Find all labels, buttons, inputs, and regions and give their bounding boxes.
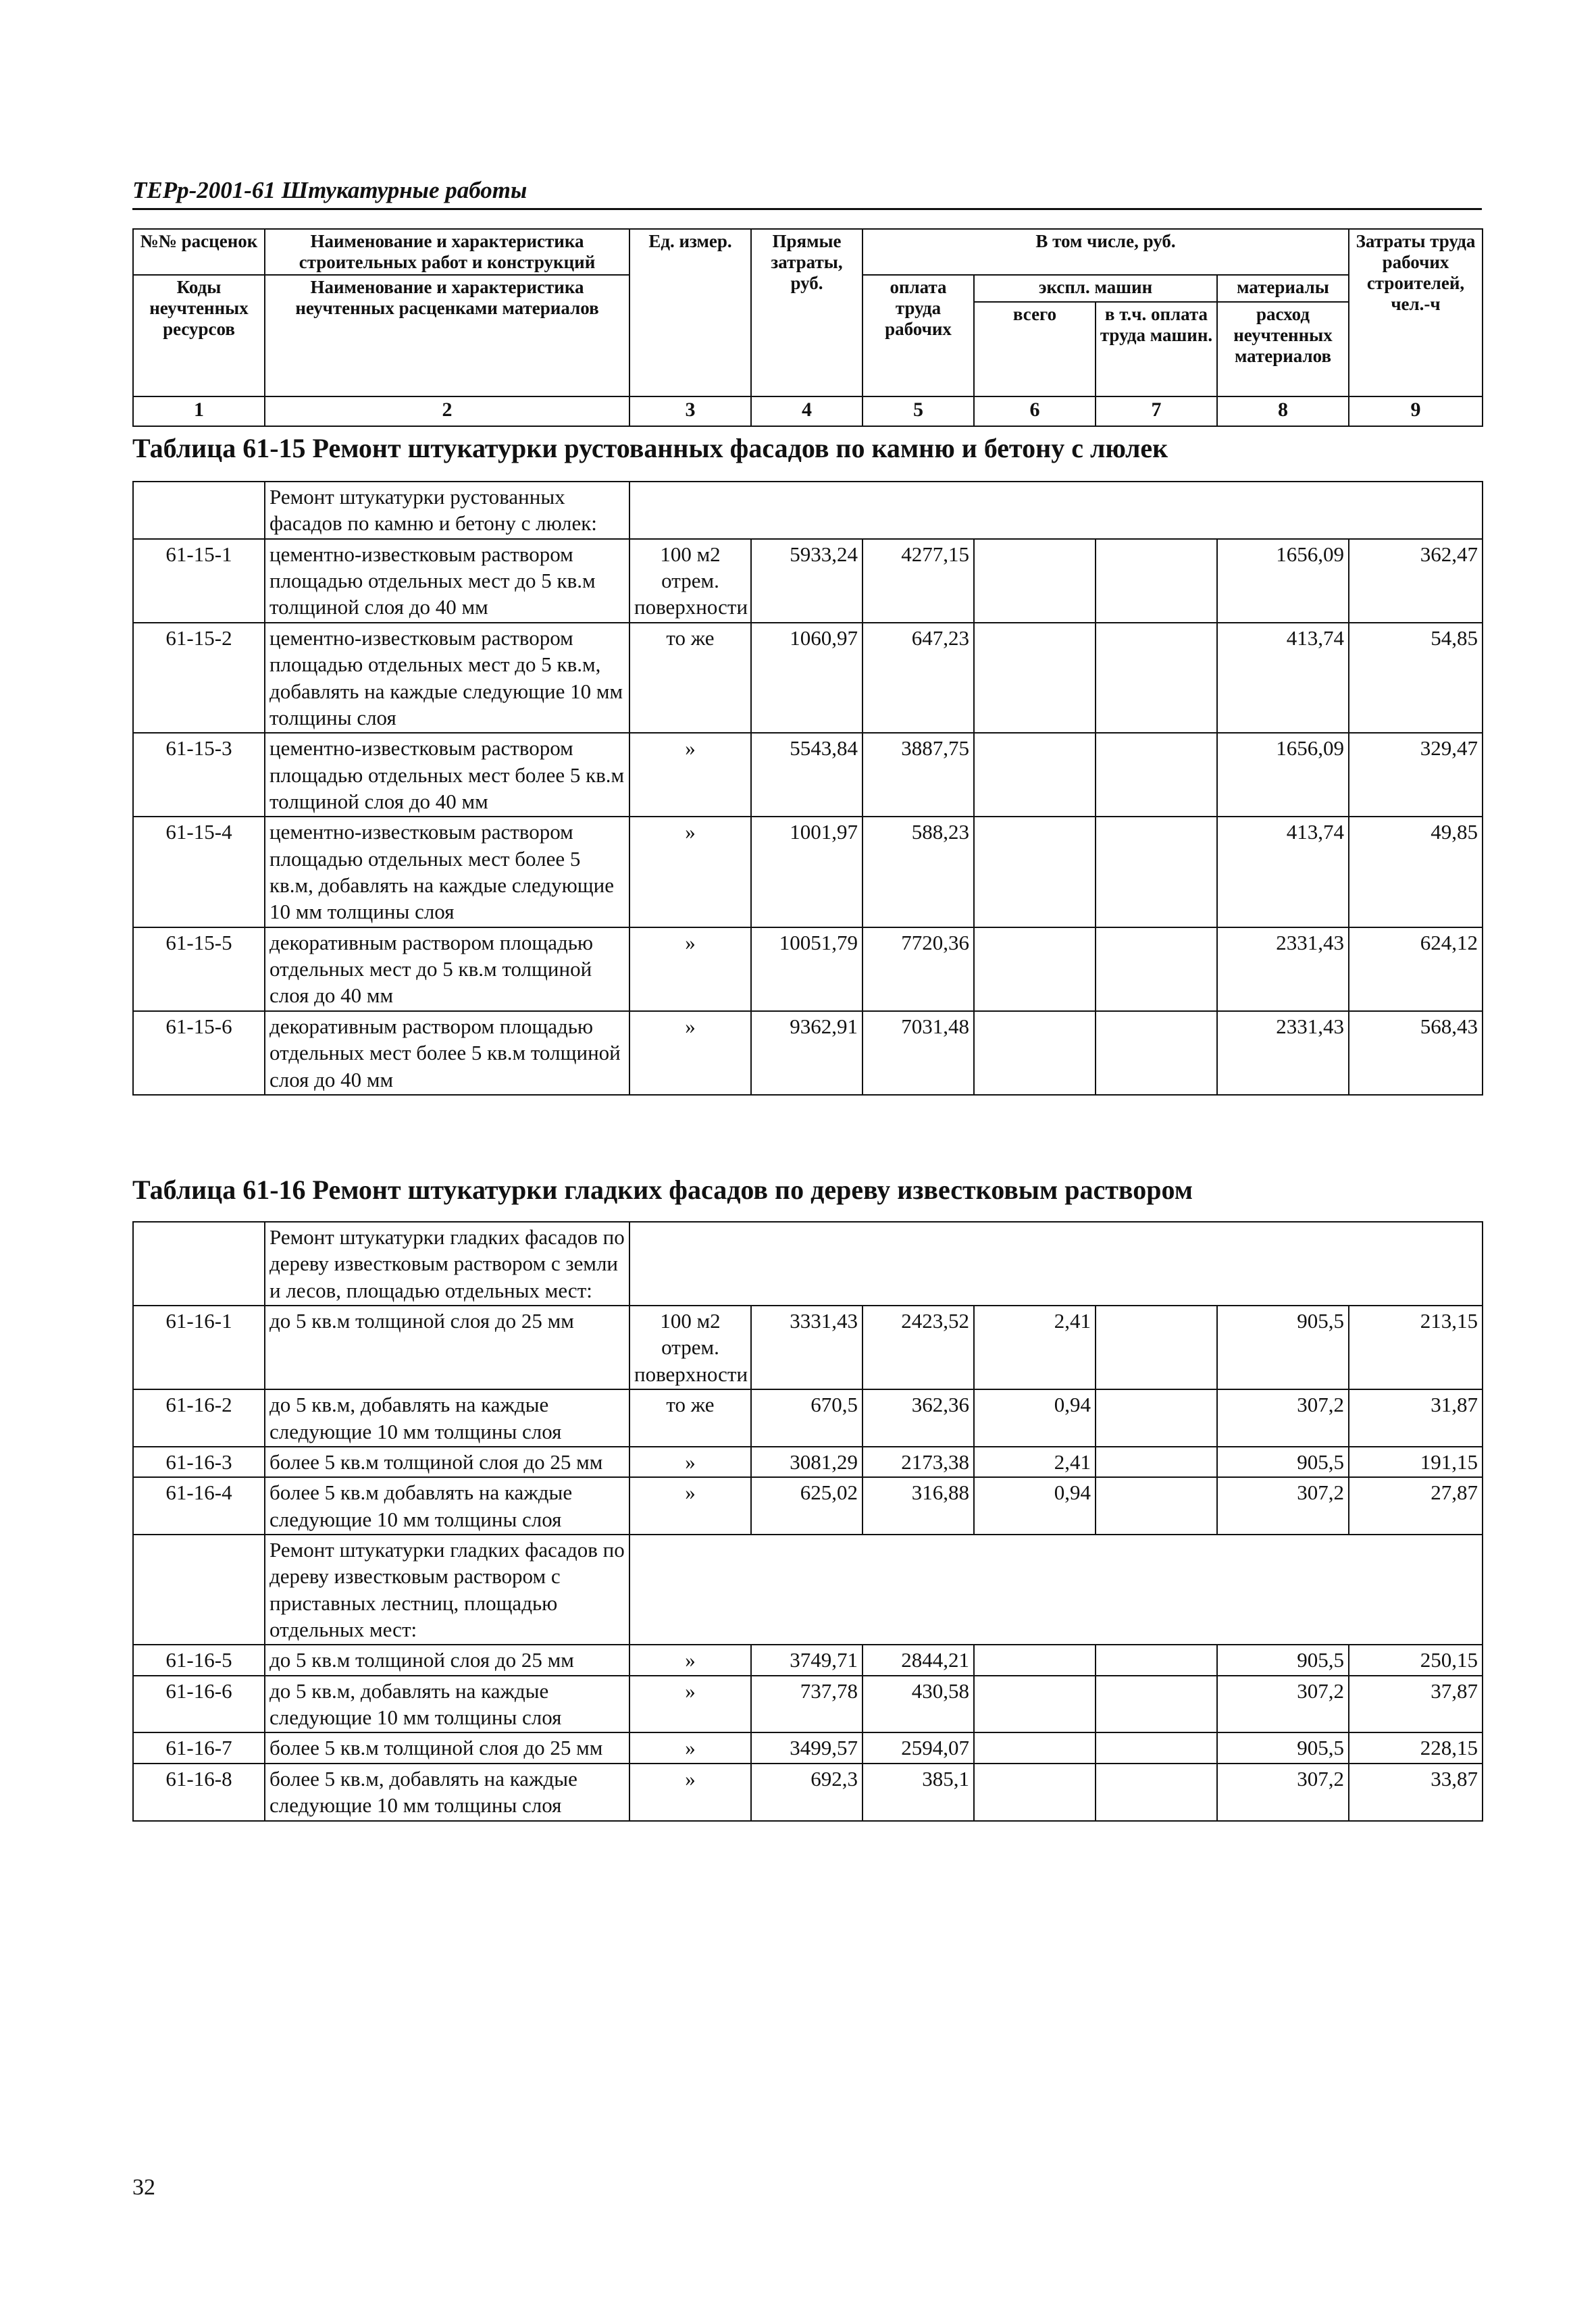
- materials: 905,5: [1217, 1447, 1349, 1477]
- header-num-2: 2: [265, 396, 629, 426]
- machine-total: [974, 733, 1096, 817]
- rate-code: 61-16-7: [133, 1732, 265, 1763]
- work-description: до 5 кв.м, добавлять на каждые следующие 10 мм толщины слоя: [265, 1389, 629, 1447]
- table-row: [133, 1447, 1483, 1477]
- group-code-cell: [133, 482, 265, 539]
- header-material-name: Наименование и характеристика неучтенных расценками материалов: [265, 275, 629, 396]
- materials: 905,5: [1217, 1306, 1349, 1389]
- rate-code: 61-16-3: [133, 1447, 265, 1477]
- header-num-8: 8: [1217, 396, 1349, 426]
- header-materials-group: материалы: [1217, 275, 1349, 302]
- machine-total: 2,41: [974, 1306, 1096, 1389]
- table-row: [133, 1676, 1483, 1733]
- direct-costs: 737,78: [751, 1676, 863, 1733]
- table-row: [133, 1477, 1483, 1535]
- table-row: [133, 927, 1483, 1011]
- group-code-cell: [133, 1535, 265, 1645]
- machine-total: [974, 1732, 1096, 1763]
- unit: 100 м2 отрем. поверхности: [629, 1306, 751, 1389]
- machine-pay: [1096, 1389, 1217, 1447]
- header-rate-number: №№ расценок: [133, 229, 265, 275]
- labor-costs: 49,85: [1349, 817, 1483, 927]
- direct-costs: 3749,71: [751, 1645, 863, 1675]
- work-description: декоративным раствором площадью отдельных мест до 5 кв.м толщиной слоя до 40 мм: [265, 927, 629, 1011]
- worker-pay: 588,23: [863, 817, 974, 927]
- header-num-1: 1: [133, 396, 265, 426]
- labor-costs: 568,43: [1349, 1011, 1483, 1095]
- worker-pay: 2173,38: [863, 1447, 974, 1477]
- table-61-15-title: Таблица 61-15 Ремонт штукатурки рустованных фасадов по камню и бетону с люлек: [132, 433, 1168, 463]
- labor-costs: 31,87: [1349, 1389, 1483, 1447]
- work-description: более 5 кв.м, добавлять на каждые следующие 10 мм толщины слоя: [265, 1764, 629, 1821]
- header-machine-total: всего: [974, 302, 1096, 396]
- labor-costs: 329,47: [1349, 733, 1483, 817]
- table-61-16-title: Таблица 61-16 Ремонт штукатурки гладких фасадов по дереву известковым раствором: [132, 1175, 1193, 1205]
- worker-pay: 7720,36: [863, 927, 974, 1011]
- labor-costs: 54,85: [1349, 623, 1483, 733]
- group-empty-cell: [629, 482, 1483, 539]
- direct-costs: 625,02: [751, 1477, 863, 1535]
- column-header-table: [132, 228, 1483, 427]
- worker-pay: 3887,75: [863, 733, 974, 817]
- header-worker-pay: оплата труда рабочих: [863, 275, 974, 396]
- table-row: [133, 1011, 1483, 1095]
- materials: 307,2: [1217, 1764, 1349, 1821]
- worker-pay: 2844,21: [863, 1645, 974, 1675]
- direct-costs: 3499,57: [751, 1732, 863, 1763]
- table-row: [133, 1306, 1483, 1389]
- unit: »: [629, 1676, 751, 1733]
- group-heading-row: [133, 482, 1483, 539]
- rate-code: 61-16-5: [133, 1645, 265, 1675]
- machine-total: 0,94: [974, 1389, 1096, 1447]
- unit: 100 м2 отрем. поверхности: [629, 539, 751, 623]
- labor-costs: 624,12: [1349, 927, 1483, 1011]
- group-heading-row: [133, 1535, 1483, 1645]
- table-61-16: [132, 1221, 1483, 1822]
- worker-pay: 647,23: [863, 623, 974, 733]
- work-description: более 5 кв.м толщиной слоя до 25 мм: [265, 1732, 629, 1763]
- worker-pay: 362,36: [863, 1389, 974, 1447]
- work-description: цементно-известковым раствором площадью отдельных мест до 5 кв.м, добавлять на каждые следующие 10 мм толщины слоя: [265, 623, 629, 733]
- direct-costs: 1060,97: [751, 623, 863, 733]
- table-row: [133, 733, 1483, 817]
- direct-costs: 9362,91: [751, 1011, 863, 1095]
- materials: 905,5: [1217, 1645, 1349, 1675]
- materials: 413,74: [1217, 817, 1349, 927]
- rate-code: 61-15-1: [133, 539, 265, 623]
- rate-code: 61-16-8: [133, 1764, 265, 1821]
- header-machine-pay: в т.ч. оплата труда машин.: [1096, 302, 1217, 396]
- header-num-6: 6: [974, 396, 1096, 426]
- rate-code: 61-15-4: [133, 817, 265, 927]
- table-row: [133, 623, 1483, 733]
- unit: то же: [629, 1389, 751, 1447]
- header-labor-costs: Затраты труда рабочих строителей, чел.-ч: [1349, 229, 1483, 396]
- unit: »: [629, 1732, 751, 1763]
- header-material-usage: расход неучтенных материалов: [1217, 302, 1349, 396]
- machine-total: [974, 1676, 1096, 1733]
- rate-code: 61-15-5: [133, 927, 265, 1011]
- header-num-4: 4: [751, 396, 863, 426]
- labor-costs: 362,47: [1349, 539, 1483, 623]
- machine-pay: [1096, 1447, 1217, 1477]
- materials: 1656,09: [1217, 733, 1349, 817]
- machine-total: 0,94: [974, 1477, 1096, 1535]
- worker-pay: 2594,07: [863, 1732, 974, 1763]
- table-row: [133, 1389, 1483, 1447]
- machine-total: 2,41: [974, 1447, 1096, 1477]
- group-code-cell: [133, 1222, 265, 1306]
- machine-total: [974, 1645, 1096, 1675]
- unit: »: [629, 1645, 751, 1675]
- work-description: цементно-известковым раствором площадью отдельных мест более 5 кв.м толщиной слоя до 40 мм: [265, 733, 629, 817]
- group-heading-row: [133, 1222, 1483, 1306]
- group-heading: Ремонт штукатурки гладких фасадов по дереву известковым раствором с приставных лестниц, площадью отдельных мест:: [265, 1535, 629, 1645]
- rate-code: 61-16-4: [133, 1477, 265, 1535]
- work-description: цементно-известковым раствором площадью отдельных мест более 5 кв.м, добавлять на каждые следующие 10 мм толщины слоя: [265, 817, 629, 927]
- worker-pay: 7031,48: [863, 1011, 974, 1095]
- work-description: декоративным раствором площадью отдельных мест более 5 кв.м толщиной слоя до 40 мм: [265, 1011, 629, 1095]
- machine-total: [974, 817, 1096, 927]
- rate-code: 61-15-6: [133, 1011, 265, 1095]
- machine-pay: [1096, 1306, 1217, 1389]
- table-row: [133, 539, 1483, 623]
- header-machine-group: экспл. машин: [974, 275, 1217, 302]
- rate-code: 61-15-3: [133, 733, 265, 817]
- machine-pay: [1096, 733, 1217, 817]
- direct-costs: 10051,79: [751, 927, 863, 1011]
- header-direct-costs: Прямые затраты, руб.: [751, 229, 863, 396]
- header-num-5: 5: [863, 396, 974, 426]
- machine-total: [974, 623, 1096, 733]
- materials: 1656,09: [1217, 539, 1349, 623]
- unit: »: [629, 927, 751, 1011]
- machine-pay: [1096, 539, 1217, 623]
- work-description: более 5 кв.м толщиной слоя до 25 мм: [265, 1447, 629, 1477]
- rate-code: 61-16-1: [133, 1306, 265, 1389]
- materials: 905,5: [1217, 1732, 1349, 1763]
- machine-pay: [1096, 1645, 1217, 1675]
- header-work-name: Наименование и характеристика строительных работ и конструкций: [265, 229, 629, 275]
- table-row: [133, 817, 1483, 927]
- unit: »: [629, 817, 751, 927]
- direct-costs: 5543,84: [751, 733, 863, 817]
- work-description: до 5 кв.м толщиной слоя до 25 мм: [265, 1645, 629, 1675]
- labor-costs: 191,15: [1349, 1447, 1483, 1477]
- labor-costs: 213,15: [1349, 1306, 1483, 1389]
- machine-pay: [1096, 1764, 1217, 1821]
- table-row: [133, 1764, 1483, 1821]
- materials: 307,2: [1217, 1676, 1349, 1733]
- header-num-7: 7: [1096, 396, 1217, 426]
- materials: 2331,43: [1217, 927, 1349, 1011]
- table-row: [133, 1732, 1483, 1763]
- page-number: 32: [132, 2175, 155, 2200]
- group-heading: Ремонт штукатурки гладких фасадов по дереву известковым раствором с земли и лесов, площадью отдельных мест:: [265, 1222, 629, 1306]
- labor-costs: 33,87: [1349, 1764, 1483, 1821]
- materials: 307,2: [1217, 1477, 1349, 1535]
- unit: то же: [629, 623, 751, 733]
- machine-total: [974, 1764, 1096, 1821]
- machine-total: [974, 927, 1096, 1011]
- labor-costs: 250,15: [1349, 1645, 1483, 1675]
- group-empty-cell: [629, 1535, 1483, 1645]
- materials: 2331,43: [1217, 1011, 1349, 1095]
- worker-pay: 316,88: [863, 1477, 974, 1535]
- unit: »: [629, 1477, 751, 1535]
- direct-costs: 5933,24: [751, 539, 863, 623]
- machine-pay: [1096, 1011, 1217, 1095]
- running-head: ТЕРр-2001-61 Штукатурные работы: [132, 177, 1482, 210]
- group-heading: Ремонт штукатурки рустованных фасадов по камню и бетону с люлек:: [265, 482, 629, 539]
- header-unit: Ед. измер.: [629, 229, 751, 396]
- work-description: цементно-известковым раствором площадью отдельных мест до 5 кв.м толщиной слоя до 40 мм: [265, 539, 629, 623]
- header-resource-codes: Коды неучтенных ресурсов: [133, 275, 265, 396]
- rate-code: 61-15-2: [133, 623, 265, 733]
- rate-code: 61-16-6: [133, 1676, 265, 1733]
- worker-pay: 2423,52: [863, 1306, 974, 1389]
- direct-costs: 670,5: [751, 1389, 863, 1447]
- labor-costs: 228,15: [1349, 1732, 1483, 1763]
- machine-pay: [1096, 817, 1217, 927]
- table-61-15: [132, 481, 1483, 1096]
- materials: 307,2: [1217, 1389, 1349, 1447]
- work-description: до 5 кв.м, добавлять на каждые следующие 10 мм толщины слоя: [265, 1676, 629, 1733]
- machine-total: [974, 1011, 1096, 1095]
- work-description: до 5 кв.м толщиной слоя до 25 мм: [265, 1306, 629, 1389]
- machine-total: [974, 539, 1096, 623]
- header-num-3: 3: [629, 396, 751, 426]
- machine-pay: [1096, 1732, 1217, 1763]
- unit: »: [629, 1447, 751, 1477]
- machine-pay: [1096, 623, 1217, 733]
- unit: »: [629, 1011, 751, 1095]
- work-description: более 5 кв.м добавлять на каждые следующие 10 мм толщины слоя: [265, 1477, 629, 1535]
- worker-pay: 385,1: [863, 1764, 974, 1821]
- worker-pay: 430,58: [863, 1676, 974, 1733]
- header-num-9: 9: [1349, 396, 1483, 426]
- labor-costs: 37,87: [1349, 1676, 1483, 1733]
- labor-costs: 27,87: [1349, 1477, 1483, 1535]
- header-including: В том числе, руб.: [863, 229, 1349, 275]
- group-empty-cell: [629, 1222, 1483, 1306]
- direct-costs: 692,3: [751, 1764, 863, 1821]
- machine-pay: [1096, 927, 1217, 1011]
- worker-pay: 4277,15: [863, 539, 974, 623]
- machine-pay: [1096, 1676, 1217, 1733]
- direct-costs: 3331,43: [751, 1306, 863, 1389]
- table-row: [133, 1645, 1483, 1675]
- machine-pay: [1096, 1477, 1217, 1535]
- unit: »: [629, 733, 751, 817]
- materials: 413,74: [1217, 623, 1349, 733]
- rate-code: 61-16-2: [133, 1389, 265, 1447]
- direct-costs: 1001,97: [751, 817, 863, 927]
- direct-costs: 3081,29: [751, 1447, 863, 1477]
- unit: »: [629, 1764, 751, 1821]
